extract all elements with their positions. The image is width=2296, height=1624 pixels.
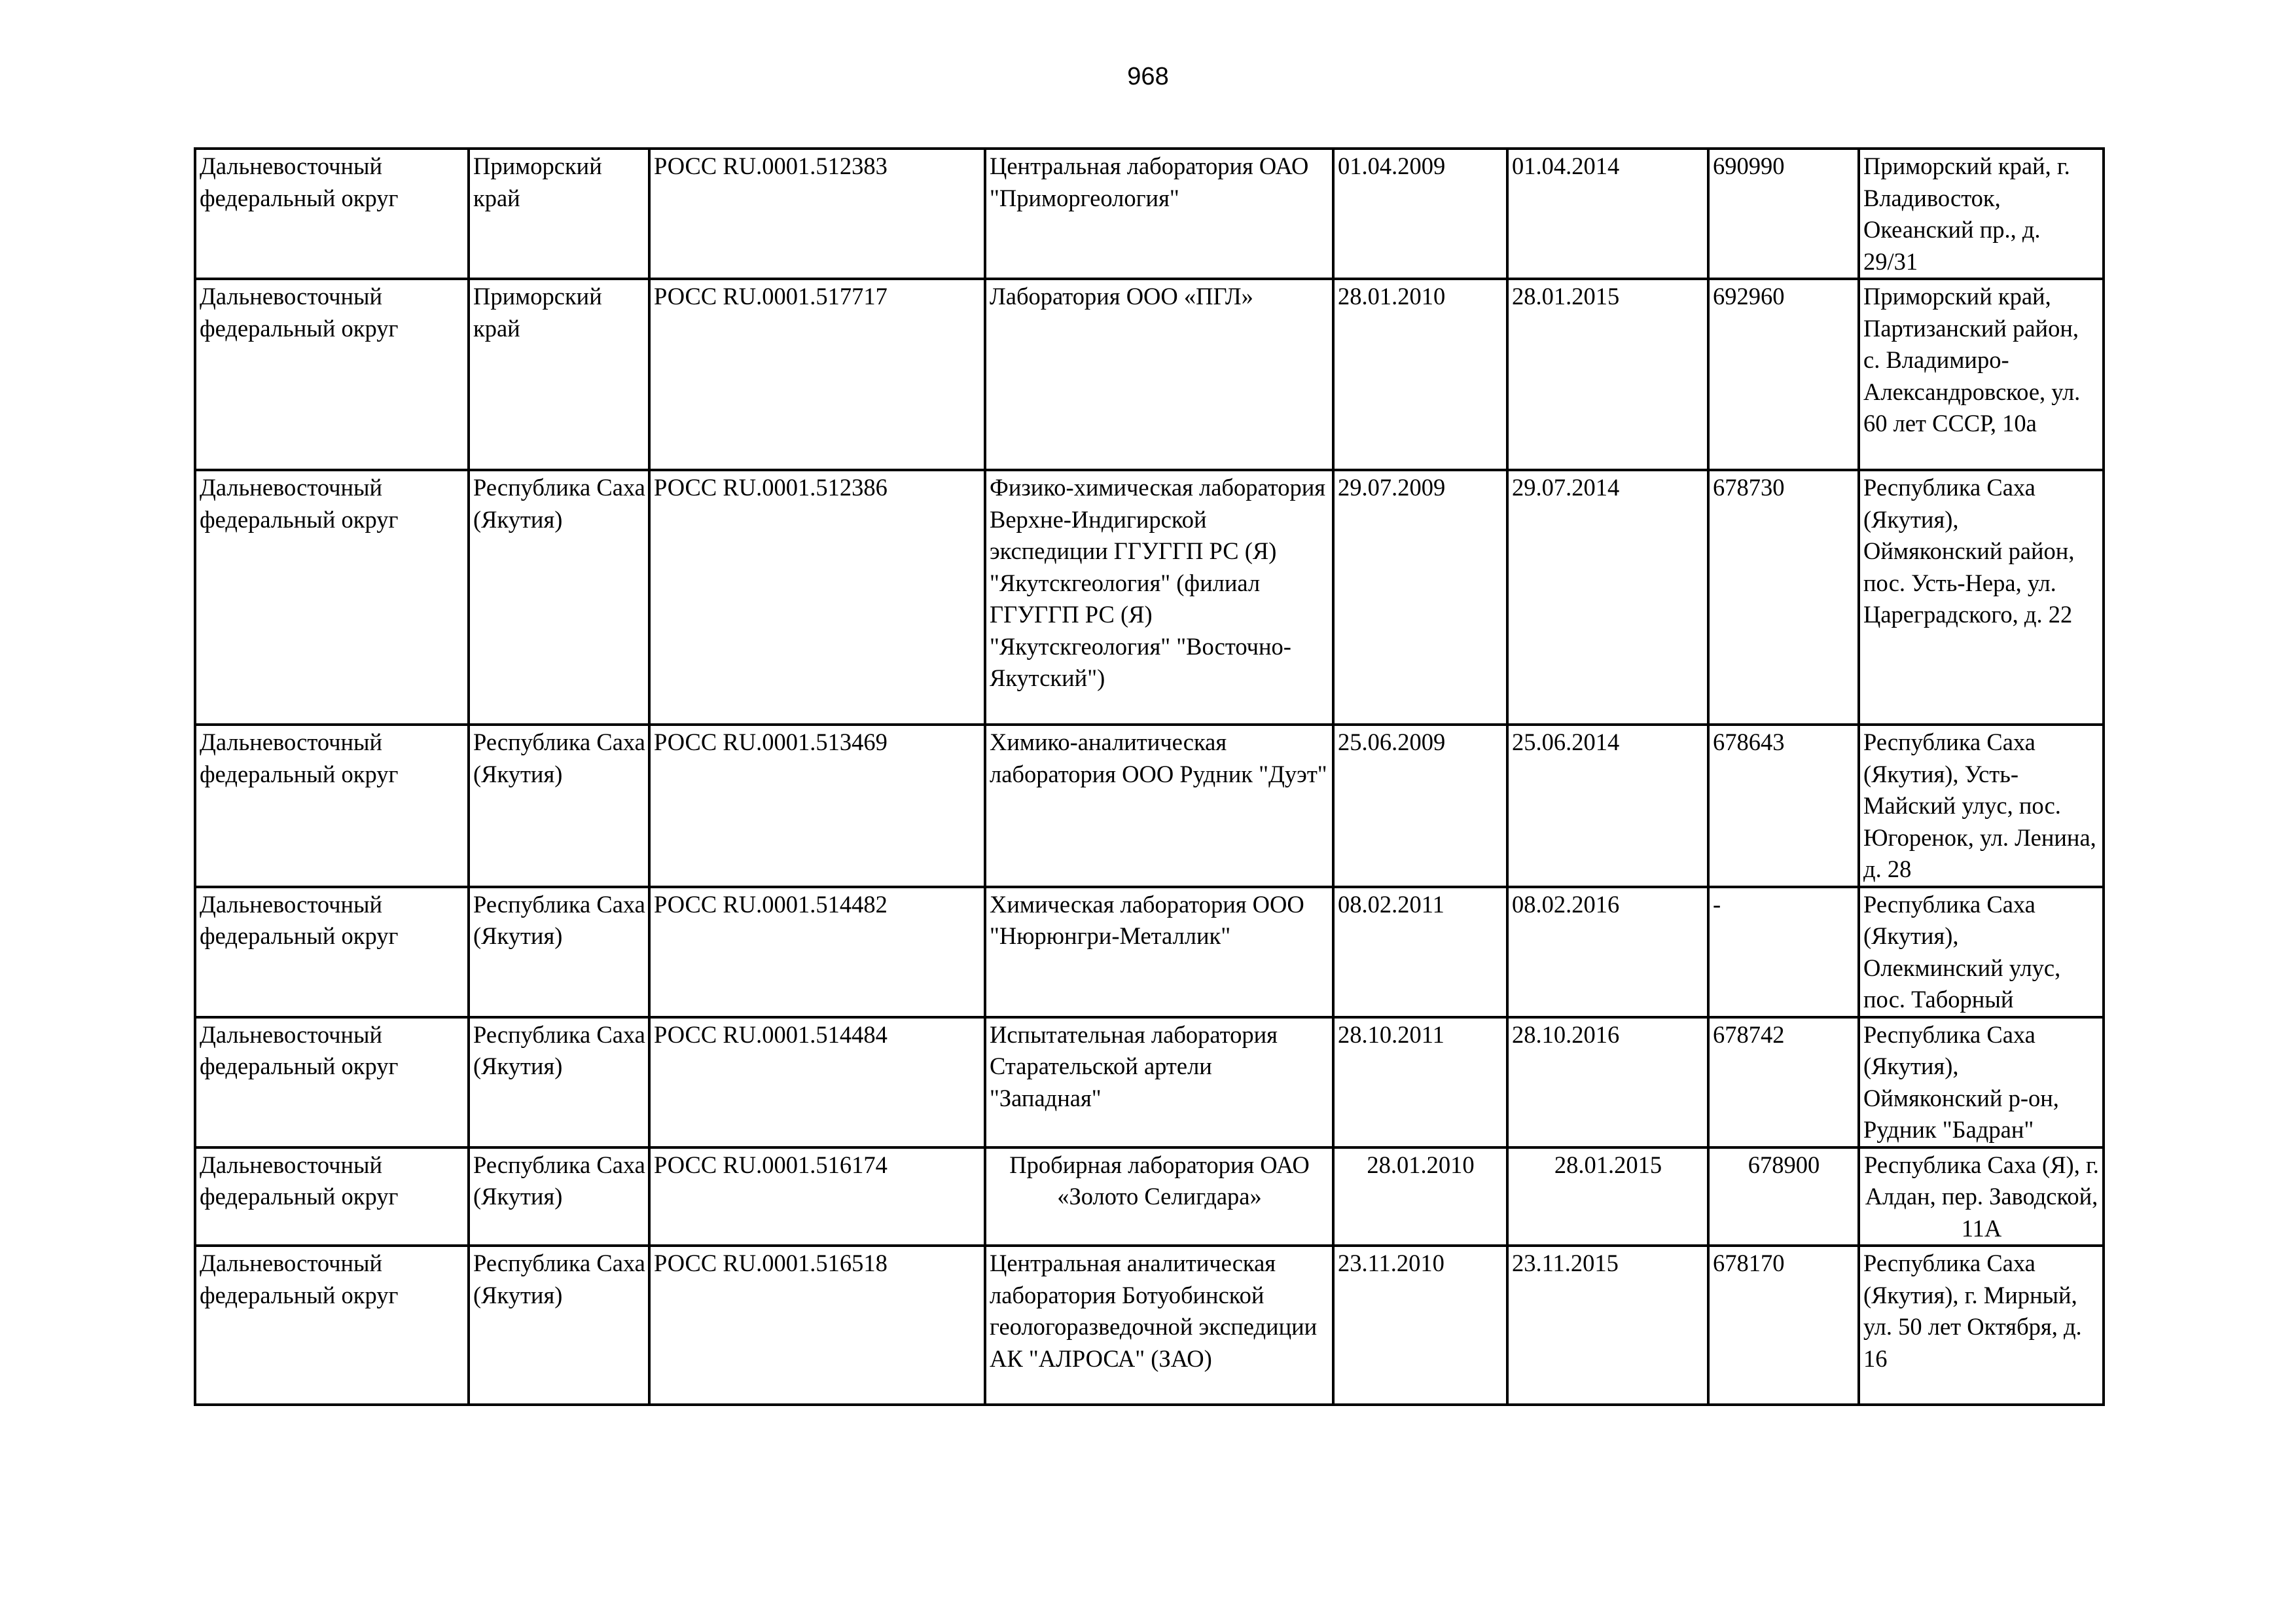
laboratory-cell: Испытательная лаборатория Старательской артели "Западная" — [985, 1017, 1333, 1147]
table-row — [195, 725, 2104, 887]
date-from-cell: 25.06.2009 — [1333, 725, 1507, 887]
index-cell: 678170 — [1708, 1246, 1859, 1405]
date-to-cell: 08.02.2016 — [1507, 887, 1708, 1017]
laboratory-registry-table — [194, 147, 2105, 1406]
table-row — [195, 1147, 2104, 1246]
date-from-cell: 01.04.2009 — [1333, 149, 1507, 279]
certificate-cell: РОСС RU.0001.516174 — [649, 1147, 985, 1246]
index-cell: 678900 — [1708, 1147, 1859, 1246]
certificate-cell: РОСС RU.0001.514482 — [649, 887, 985, 1017]
address-cell: Республика Саха (Якутия), Оймяконский р-он, Рудник "Бадран" — [1859, 1017, 2104, 1147]
page-number: 968 — [1127, 63, 1169, 90]
date-to-cell: 01.04.2014 — [1507, 149, 1708, 279]
address-cell: Приморский край, Партизанский район, с. Владимиро-Александровское, ул. 60 лет СССР, 10а — [1859, 279, 2104, 470]
region-cell: Приморский край — [469, 149, 649, 279]
date-from-cell: 08.02.2011 — [1333, 887, 1507, 1017]
date-from-cell: 23.11.2010 — [1333, 1246, 1507, 1405]
certificate-cell: РОСС RU.0001.512386 — [649, 470, 985, 725]
laboratory-cell: Химико-аналитическая лаборатория ООО Рудник "Дуэт" — [985, 725, 1333, 887]
index-cell: - — [1708, 887, 1859, 1017]
address-cell: Республика Саха (Якутия), Оймяконский район, пос. Усть-Нера, ул. Цареградского, д. 22 — [1859, 470, 2104, 725]
region-cell: Республика Саха (Якутия) — [469, 725, 649, 887]
address-cell: Республика Саха (Якутия), Олекминский улус, пос. Таборный — [1859, 887, 2104, 1017]
date-to-cell: 23.11.2015 — [1507, 1246, 1708, 1405]
index-cell: 690990 — [1708, 149, 1859, 279]
date-from-cell: 28.01.2010 — [1333, 279, 1507, 470]
laboratory-cell: Пробирная лаборатория ОАО «Золото Селигдара» — [985, 1147, 1333, 1246]
address-cell: Республика Саха (Якутия), Усть-Майский улус, пос. Югоренок, ул. Ленина, д. 28 — [1859, 725, 2104, 887]
laboratory-cell: Центральная лаборатория ОАО "Приморгеология" — [985, 149, 1333, 279]
certificate-cell: РОСС RU.0001.516518 — [649, 1246, 985, 1405]
district-cell: Дальневосточный федеральный округ — [195, 1246, 469, 1405]
district-cell: Дальневосточный федеральный округ — [195, 887, 469, 1017]
region-cell: Республика Саха (Якутия) — [469, 1017, 649, 1147]
region-cell: Республика Саха (Якутия) — [469, 1147, 649, 1246]
date-from-cell: 29.07.2009 — [1333, 470, 1507, 725]
region-cell: Приморский край — [469, 279, 649, 470]
laboratory-cell: Центральная аналитическая лаборатория Ботуобинской геологоразведочной экспедиции АК "АЛРОСА" (ЗАО) — [985, 1246, 1333, 1405]
district-cell: Дальневосточный федеральный округ — [195, 725, 469, 887]
index-cell: 692960 — [1708, 279, 1859, 470]
region-cell: Республика Саха (Якутия) — [469, 470, 649, 725]
date-to-cell: 29.07.2014 — [1507, 470, 1708, 725]
laboratory-cell: Химическая лаборатория ООО "Нюрюнгри-Металлик" — [985, 887, 1333, 1017]
district-cell: Дальневосточный федеральный округ — [195, 149, 469, 279]
table-row — [195, 279, 2104, 470]
index-cell: 678742 — [1708, 1017, 1859, 1147]
table-row — [195, 470, 2104, 725]
certificate-cell: РОСС RU.0001.512383 — [649, 149, 985, 279]
address-cell: Республика Саха (Я), г. Алдан, пер. Заводской, 11А — [1859, 1147, 2104, 1246]
district-cell: Дальневосточный федеральный округ — [195, 279, 469, 470]
date-to-cell: 28.01.2015 — [1507, 1147, 1708, 1246]
certificate-cell: РОСС RU.0001.513469 — [649, 725, 985, 887]
certificate-cell: РОСС RU.0001.514484 — [649, 1017, 985, 1147]
date-from-cell: 28.10.2011 — [1333, 1017, 1507, 1147]
date-to-cell: 25.06.2014 — [1507, 725, 1708, 887]
address-cell: Республика Саха (Якутия), г. Мирный, ул. 50 лет Октября, д. 16 — [1859, 1246, 2104, 1405]
region-cell: Республика Саха (Якутия) — [469, 887, 649, 1017]
table-row — [195, 149, 2104, 279]
district-cell: Дальневосточный федеральный округ — [195, 1017, 469, 1147]
index-cell: 678730 — [1708, 470, 1859, 725]
district-cell: Дальневосточный федеральный округ — [195, 470, 469, 725]
table-row — [195, 1246, 2104, 1405]
region-cell: Республика Саха (Якутия) — [469, 1246, 649, 1405]
date-from-cell: 28.01.2010 — [1333, 1147, 1507, 1246]
certificate-cell: РОСС RU.0001.517717 — [649, 279, 985, 470]
district-cell: Дальневосточный федеральный округ — [195, 1147, 469, 1246]
laboratory-cell: Физико-химическая лаборатория Верхне-Индигирской экспедиции ГГУГГП РС (Я) "Якутскгеология" (филиал ГГУГГП РС (Я) "Якутскгеология" "Восточно-Якутский") — [985, 470, 1333, 725]
date-to-cell: 28.01.2015 — [1507, 279, 1708, 470]
table-row — [195, 1017, 2104, 1147]
address-cell: Приморский край, г. Владивосток, Океанский пр., д. 29/31 — [1859, 149, 2104, 279]
laboratory-cell: Лаборатория ООО «ПГЛ» — [985, 279, 1333, 470]
index-cell: 678643 — [1708, 725, 1859, 887]
table-row — [195, 887, 2104, 1017]
date-to-cell: 28.10.2016 — [1507, 1017, 1708, 1147]
